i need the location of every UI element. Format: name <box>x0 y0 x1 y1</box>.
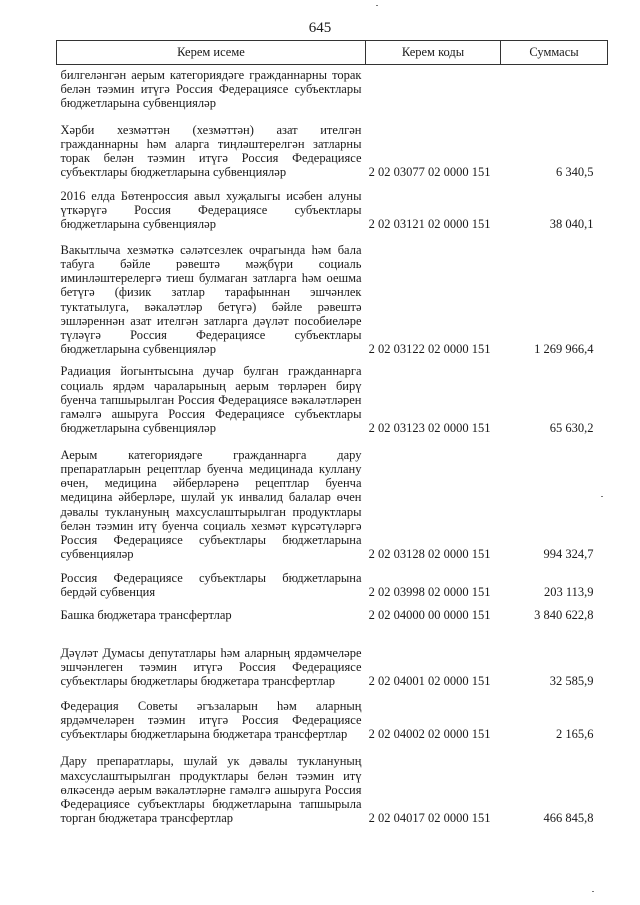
table-header <box>57 41 608 65</box>
budget-table <box>56 40 608 830</box>
header-name: Керем исеме <box>57 41 366 65</box>
row-name: Вакытлыча хезмәткә сәләтсезлек очрагында һәм бала табуга бәйле рәвештә мәҗбүри социаль иминләштерелергә тиеш булмаган затларга һәм оешма бетүгә (физик затлар тарафыннан эшчәнлек туктатылуга, вәкаләтләр бетүгә) бәйле рәвештә эшләреннән азат ителгән затларга дәүләт пособиеләре түләүгә Россия Федерациясе субъектлары бюджетларына субвенцияләр <box>60 242 362 357</box>
table-row <box>57 604 608 627</box>
row-code: 2 02 03123 02 0000 151 <box>368 420 491 435</box>
row-code: 2 02 03998 02 0000 151 <box>368 584 491 599</box>
page-number: 645 <box>308 20 332 36</box>
row-sum: 1 269 966,4 <box>534 341 594 356</box>
table-row <box>57 236 608 361</box>
row-name: Россия Федерациясе субъектлары бюджетларына бердәй субвенция <box>60 571 362 600</box>
table-body <box>57 65 608 830</box>
row-code: 2 02 04001 02 0000 151 <box>368 673 491 688</box>
table-row <box>57 115 608 184</box>
row-name: Радиация йогынтысына дучар булган гражданнарга социаль ярдәм чараларының аерым төрләрен бирү буенча тапшырылган Россия Федерациясе вәкаләтләрен гамәлгә ашыруга Россия Федерациясе субъектлары бюджетларына субвенцияләр <box>60 364 362 436</box>
row-sum: 65 630,2 <box>549 420 594 435</box>
row-name: Аерым категориядәге гражданнарга дару препаратларын рецептлар буенча медицинада куллану өчен, медицина әйберләренә рецептлар буенча медицина әйберләре, шулай ук инвалид балалар өчен дәвалы туклануның махсуслаштырылган продуктлары белән тәэмин итү буенча социаль хезмәт күрсәтүләргә Россия Федерациясе субъектлары бюджетларына субвенцияләр <box>60 447 362 562</box>
table-row <box>57 566 608 604</box>
row-code: 2 02 03077 02 0000 151 <box>368 164 491 179</box>
table-row <box>57 440 608 566</box>
scan-speck <box>376 5 378 6</box>
table-row <box>57 627 608 693</box>
scan-speck <box>592 891 594 892</box>
row-code: 2 02 03122 02 0000 151 <box>368 341 491 356</box>
row-code: 2 02 04000 00 0000 151 <box>368 607 491 622</box>
scan-speck <box>601 496 603 497</box>
row-sum: 6 340,5 <box>556 164 594 179</box>
row-sum: 3 840 622,8 <box>534 607 594 622</box>
row-sum: 203 113,9 <box>543 584 594 599</box>
table-row <box>57 65 608 115</box>
row-sum: 466 845,8 <box>543 810 594 825</box>
row-code <box>366 65 501 115</box>
table-row <box>57 361 608 440</box>
row-name: Башка бюджетара трансфертлар <box>60 608 232 623</box>
row-sum: 2 165,6 <box>556 726 594 741</box>
header-code: Керем коды <box>366 41 501 65</box>
row-sum: 32 585,9 <box>549 673 594 688</box>
header-row <box>57 41 608 65</box>
row-name: Дәүләт Думасы депутатлары һәм аларның ярдәмчеләре эшчәнлеген тәэмин итүгә Россия Федерациясе субъектлары бюджетлары бюджетара трансфертлар <box>60 645 362 689</box>
row-name: Федерация Советы әгъзаларын һәм аларның ярдәмчеләрен тәэмин итүгә Россия Федерациясе субъектлары бюджетларына бюджетара трансфертлар <box>60 698 362 742</box>
table-row <box>57 693 608 746</box>
table-row <box>57 184 608 236</box>
row-sum: 994 324,7 <box>543 546 594 561</box>
table-row <box>57 746 608 830</box>
row-code: 2 02 04002 02 0000 151 <box>368 726 491 741</box>
row-sum: 38 040,1 <box>549 216 594 231</box>
row-code: 2 02 03128 02 0000 151 <box>368 546 491 561</box>
row-name: Хәрби хезмәттән (хезмәттән) азат ителгән гражданнарны һәм аларга тиңләштерелгән затларны торак белән тәэмин итүгә Россия Федерациясе субъектлары бюджетларына субвенцияләр <box>60 122 362 180</box>
header-sum: Суммасы <box>501 41 608 65</box>
row-name: 2016 елда Бөтенроссия авыл хуҗалыгы исәбен алуны үткәрүгә Россия Федерациясе субъектлары бюджетларына субвенцияләр <box>60 188 362 232</box>
row-sum <box>501 65 608 115</box>
row-name: билгеләнгән аерым категориядәге гражданнарны торак белән тәэмин итүгә Россия Федерациясе субъектлары бюджетларына субвенцияләр <box>60 67 362 111</box>
row-code: 2 02 03121 02 0000 151 <box>368 216 491 231</box>
row-name: Дару препаратлары, шулай ук дәвалы туклануның махсуслаштырылган продуктлары белән тәэмин итү өлкәсендә аерым вәкаләтләрне гамәлгә ашыруга Россия Федерациясе субъектлары бюджетларына тапшырыла торган бюджетара трансфертлар <box>60 754 362 826</box>
row-code: 2 02 04017 02 0000 151 <box>368 810 491 825</box>
